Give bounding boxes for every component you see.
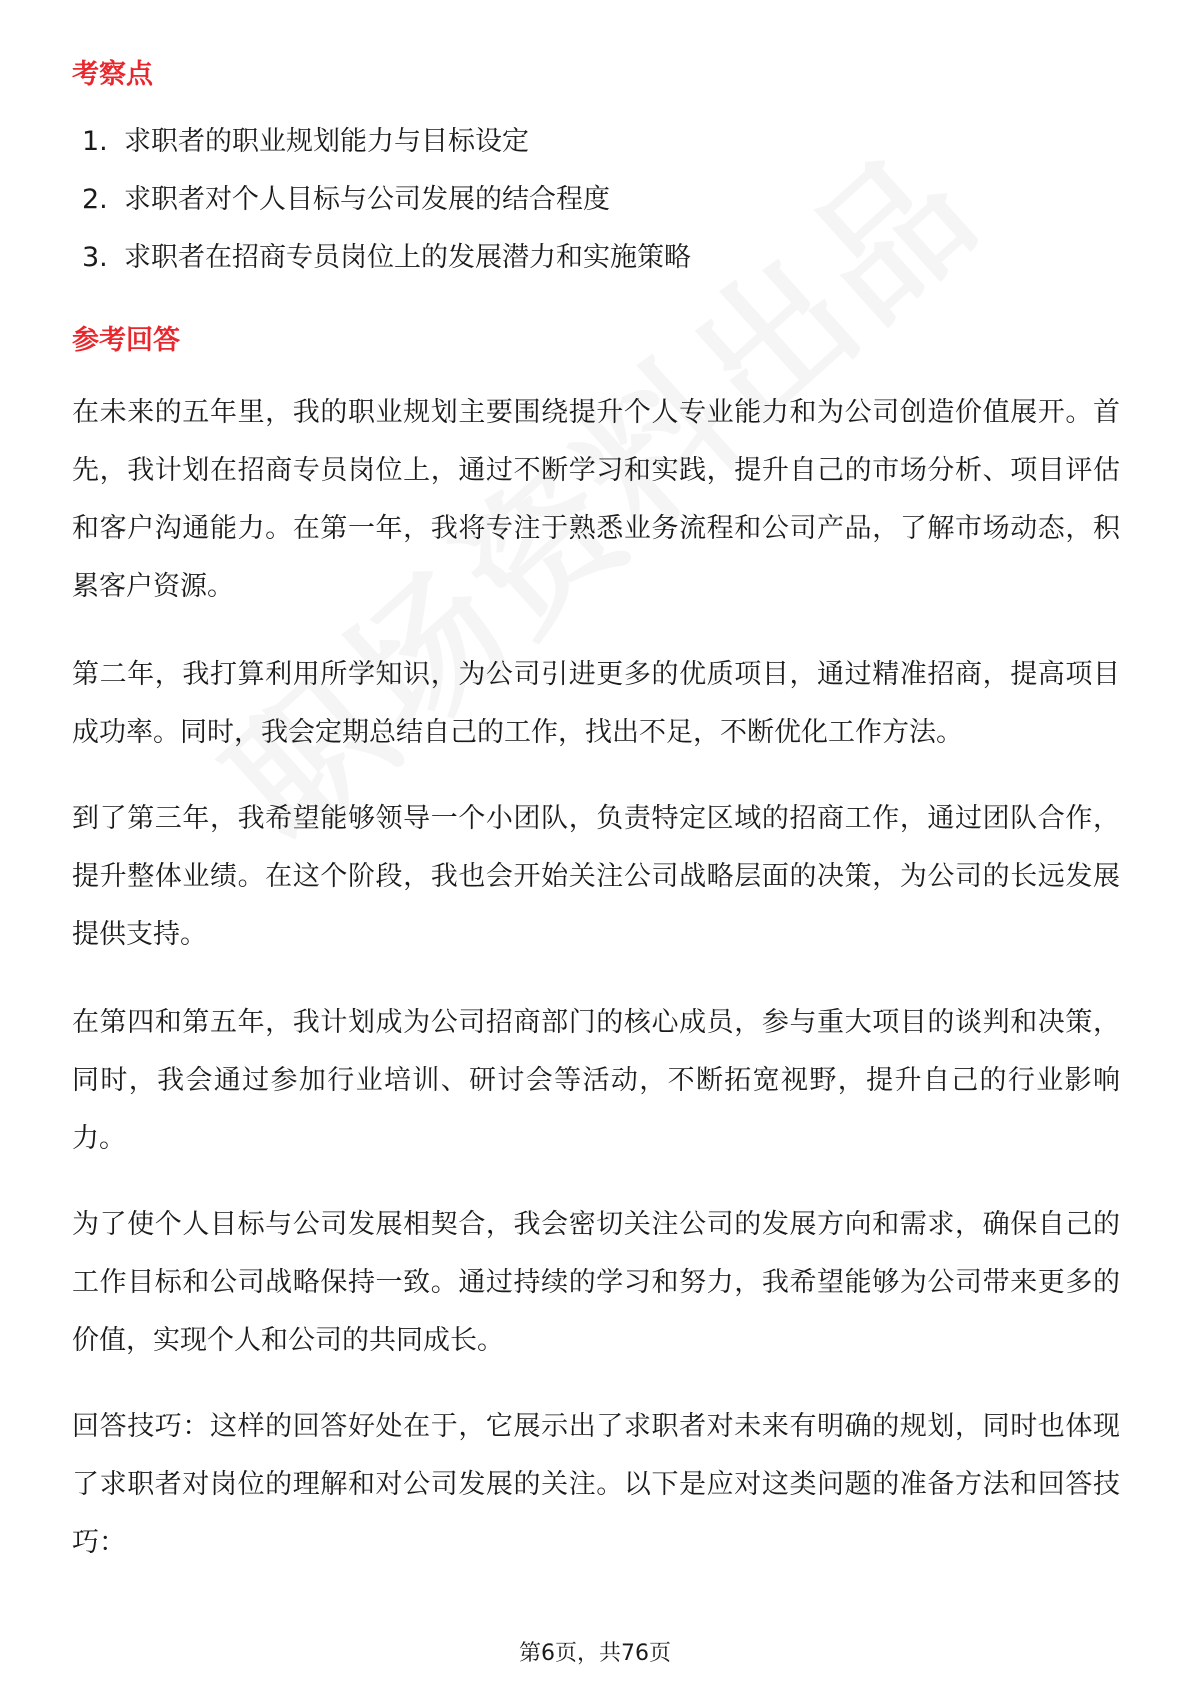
- list-item-number: 1.: [82, 126, 108, 157]
- answer-paragraph: 为了使个人目标与公司发展相契合，我会密切关注公司的发展方向和需求，确保自己的工作目标和公司战略保持一致。通过持续的学习和努力，我希望能够为公司带来更多的价值，实现个人和公司的共同成长。: [72, 1209, 1120, 1356]
- assessment-points-list: [82, 122, 691, 296]
- list-item-number: 3.: [82, 242, 108, 273]
- answer-paragraph: 第二年，我打算利用所学知识，为公司引进更多的优质项目，通过精准招商，提高项目成功率。同时，我会定期总结自己的工作，找出不足，不断优化工作方法。: [72, 659, 1120, 748]
- section-heading-reference-answer: 参考回答: [72, 325, 180, 356]
- list-item-number: 2.: [82, 184, 108, 215]
- list-item: [82, 238, 691, 296]
- answer-paragraph: 到了第三年，我希望能够领导一个小团队，负责特定区域的招商工作，通过团队合作，提升整体业绩。在这个阶段，我也会开始关注公司战略层面的决策，为公司的长远发展提供支持。: [72, 803, 1120, 950]
- list-item-text: 求职者对个人目标与公司发展的结合程度: [124, 184, 610, 215]
- list-item-text: 求职者的职业规划能力与目标设定: [124, 126, 529, 157]
- page-number: 第6页，共76页: [519, 1641, 671, 1666]
- list-item-text: 求职者在招商专员岗位上的发展潜力和实施策略: [124, 242, 691, 273]
- list-item: [82, 180, 691, 238]
- answer-tips-paragraph: 回答技巧：这样的回答好处在于，它展示出了求职者对未来有明确的规划，同时也体现了求职者对岗位的理解和对公司发展的关注。以下是应对这类问题的准备方法和回答技巧：: [72, 1411, 1120, 1558]
- answer-paragraph: 在未来的五年里，我的职业规划主要围绕提升个人专业能力和为公司创造价值展开。首先，我计划在招商专员岗位上，通过不断学习和实践，提升自己的市场分析、项目评估和客户沟通能力。在第一年，我将专注于熟悉业务流程和公司产品，了解市场动态，积累客户资源。: [72, 397, 1120, 602]
- answer-paragraph: 在第四和第五年，我计划成为公司招商部门的核心成员，参与重大项目的谈判和决策，同时，我会通过参加行业培训、研讨会等活动，不断拓宽视野，提升自己的行业影响力。: [72, 1007, 1120, 1154]
- section-heading-assessment-points: 考察点: [72, 59, 153, 90]
- list-item: [82, 122, 691, 180]
